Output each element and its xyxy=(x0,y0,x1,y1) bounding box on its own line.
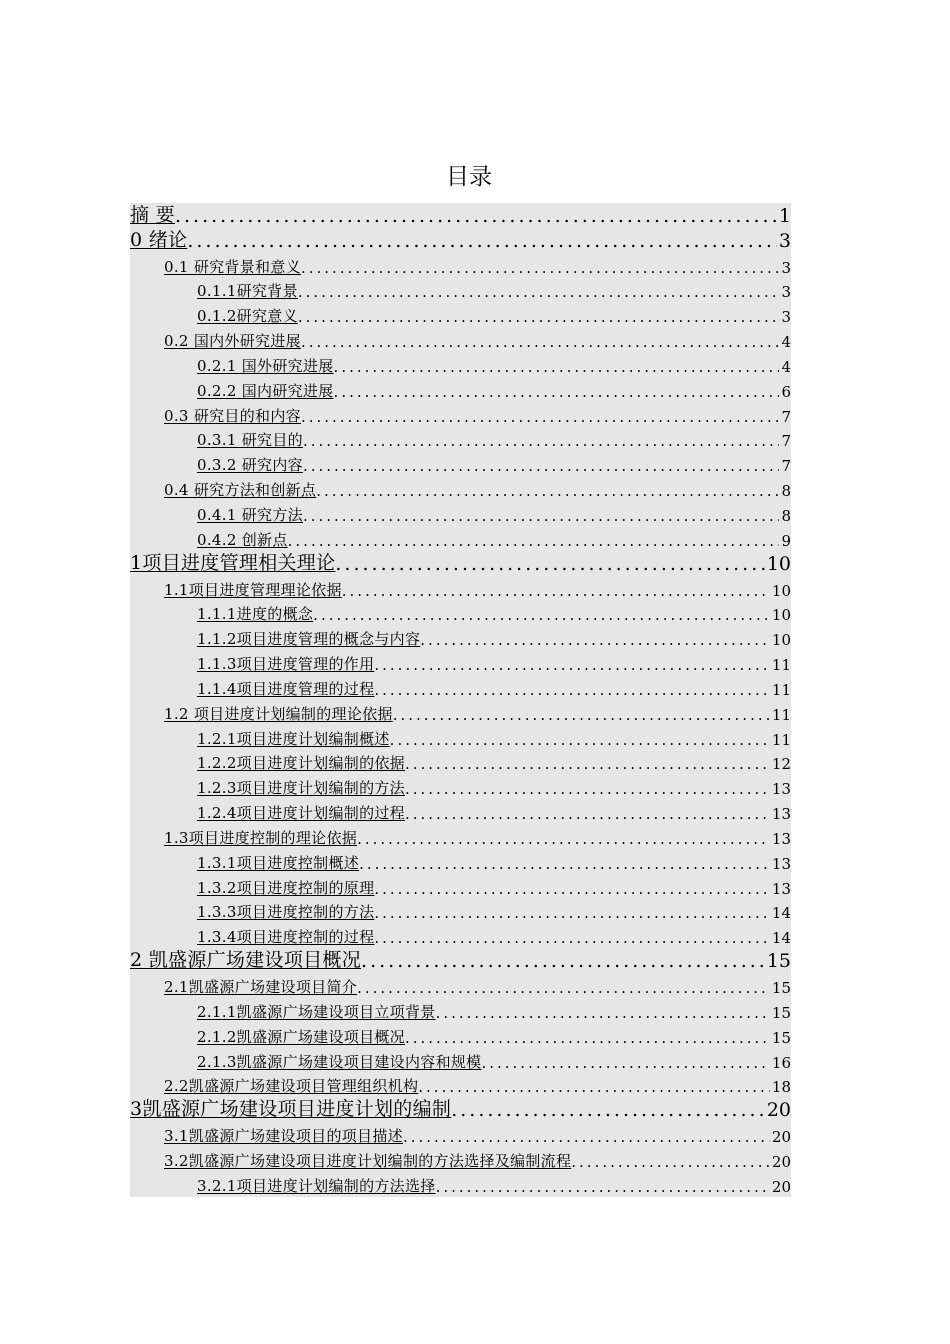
toc-page-number: 13 xyxy=(771,854,791,873)
toc-entry-label: 2.1凯盛源广场建设项目简介 xyxy=(164,978,358,996)
toc-entry-label: 1.3.3项目进度控制的方法 xyxy=(197,903,375,922)
toc-entry-label: 1.2.2项目进度计划编制的依据 xyxy=(197,754,405,773)
toc-entry-label: 1.1项目进度管理理论依据 xyxy=(164,580,342,599)
toc-entry-label: 0.2.1 国外研究进展 xyxy=(197,356,334,375)
toc-entry[interactable] xyxy=(130,725,791,750)
toc-page-number: 3 xyxy=(781,258,791,277)
toc-page-number: 15 xyxy=(771,1028,791,1047)
toc-dot-leader xyxy=(357,830,770,849)
toc-dot-leader xyxy=(374,904,770,923)
toc-entry-label: 0.4.2 创新点 xyxy=(197,530,288,549)
toc-entry[interactable] xyxy=(130,675,791,700)
toc-dot-leader xyxy=(405,755,770,774)
toc-page-number: 20 xyxy=(771,1128,791,1147)
toc-page-number: 15 xyxy=(771,979,791,997)
toc-page-number: 14 xyxy=(771,904,791,923)
toc-entry[interactable] xyxy=(130,501,791,526)
toc-dot-leader xyxy=(301,333,780,352)
toc-entry-label: 1.2.3项目进度计划编制的方法 xyxy=(197,779,405,798)
toc-page-number: 8 xyxy=(781,506,791,525)
toc-page-number: 11 xyxy=(771,680,791,699)
toc-dot-leader xyxy=(316,482,779,501)
toc-entry-label: 0 绪论 xyxy=(130,228,188,251)
page-title: 目录 xyxy=(446,164,492,190)
toc-page-number: 8 xyxy=(781,482,791,501)
toc-page-number: 7 xyxy=(781,457,791,476)
toc-entry[interactable] xyxy=(130,1048,791,1073)
toc-entry-label: 0.2 国内外研究进展 xyxy=(164,332,301,351)
toc-page-number: 4 xyxy=(781,357,791,376)
toc-dot-leader xyxy=(288,532,780,551)
toc-entry[interactable] xyxy=(130,650,791,675)
toc-dot-leader xyxy=(374,656,770,675)
toc-entry-label: 0.4.1 研究方法 xyxy=(197,505,303,524)
toc-entry[interactable] xyxy=(130,824,791,849)
toc-dot-leader xyxy=(301,408,780,427)
toc-entry-label: 2.1.2凯盛源广场建设项目概况 xyxy=(197,1027,405,1046)
toc-entry[interactable] xyxy=(130,576,791,601)
toc-entry-label: 3凯盛源广场建设项目进度计划的编制 xyxy=(130,1098,452,1121)
toc-entry[interactable] xyxy=(130,1023,791,1048)
toc-entry-label: 3.1凯盛源广场建设项目的项目描述 xyxy=(164,1127,403,1146)
toc-entry[interactable] xyxy=(130,973,791,998)
toc-entry[interactable] xyxy=(130,253,791,278)
toc-dot-leader xyxy=(342,582,770,601)
toc-dot-leader xyxy=(301,259,780,278)
toc-page-number: 13 xyxy=(771,829,791,848)
toc-dot-leader xyxy=(298,308,780,327)
toc-page-number: 11 xyxy=(771,730,791,749)
toc-page-number: 4 xyxy=(781,333,791,352)
toc-entry[interactable] xyxy=(130,302,791,327)
toc-entry-label: 0.3.1 研究目的 xyxy=(197,431,303,450)
toc-page-number: 11 xyxy=(771,656,791,675)
toc-entry[interactable] xyxy=(130,625,791,650)
toc-entry[interactable] xyxy=(130,228,791,253)
toc-page-number: 10 xyxy=(771,631,791,650)
toc-entry[interactable] xyxy=(130,799,791,824)
toc-page-number: 18 xyxy=(771,1078,791,1097)
toc-entry[interactable] xyxy=(130,948,791,973)
toc-entry-label: 0.4 研究方法和创新点 xyxy=(164,481,317,500)
toc-page-number: 10 xyxy=(771,606,791,625)
toc-dot-leader xyxy=(303,457,780,476)
toc-page-number: 13 xyxy=(771,879,791,898)
toc-dot-leader xyxy=(298,283,780,302)
toc-dot-leader xyxy=(361,950,765,973)
toc-entry[interactable] xyxy=(130,1122,791,1147)
toc-entry[interactable] xyxy=(130,998,791,1023)
toc-dot-leader xyxy=(436,1178,770,1197)
toc-page-number: 20 xyxy=(766,1099,791,1122)
toc-dot-leader xyxy=(451,1099,765,1122)
toc-entry-label: 1项目进度管理相关理论 xyxy=(130,551,336,574)
toc-entry-label: 0.2.2 国内研究进展 xyxy=(197,381,334,400)
toc-entry[interactable] xyxy=(130,551,791,576)
toc-page-number: 3 xyxy=(778,229,791,252)
toc-page-number: 16 xyxy=(771,1053,791,1072)
toc-entry-label: 0.1.1研究背景 xyxy=(197,282,298,301)
toc-page-number: 15 xyxy=(766,950,791,973)
toc-entry-label: 摘 要 xyxy=(130,203,175,226)
toc-dot-leader xyxy=(374,929,770,948)
toc-entry[interactable] xyxy=(130,874,791,899)
toc-entry-label: 1.3.1项目进度控制概述 xyxy=(197,853,360,872)
toc-entry[interactable] xyxy=(130,377,791,402)
toc-entry-label: 0.3.2 研究内容 xyxy=(197,456,303,475)
toc-dot-leader xyxy=(359,855,770,874)
toc-dot-leader xyxy=(403,1128,770,1147)
toc-page-number: 7 xyxy=(781,407,791,426)
toc-entry[interactable] xyxy=(130,352,791,377)
toc-entry[interactable] xyxy=(130,203,791,228)
toc-entry[interactable] xyxy=(130,700,791,725)
toc-entry-label: 0.1.2研究意义 xyxy=(197,307,298,326)
toc-dot-leader xyxy=(571,1153,770,1172)
toc-entry[interactable] xyxy=(130,1172,791,1197)
toc-entry[interactable] xyxy=(130,750,791,775)
toc-entry[interactable] xyxy=(130,774,791,799)
toc-entry-label: 0.3 研究目的和内容 xyxy=(164,406,301,425)
toc-entry-label: 1.3.2项目进度控制的原理 xyxy=(197,878,375,897)
toc-entry[interactable] xyxy=(130,1147,791,1172)
toc-page-number: 10 xyxy=(766,552,791,575)
toc-entry[interactable] xyxy=(130,899,791,924)
toc-page-number: 7 xyxy=(781,432,791,451)
toc-page-number: 14 xyxy=(771,929,791,948)
toc-dot-leader xyxy=(481,1054,769,1073)
toc-page-number: 20 xyxy=(771,1152,791,1171)
toc-entry[interactable] xyxy=(130,476,791,501)
toc-page-number: 3 xyxy=(781,308,791,327)
toc-dot-leader xyxy=(175,205,777,228)
toc-page-number: 1 xyxy=(778,204,791,227)
toc-entry-label: 1.1.4项目进度管理的过程 xyxy=(197,679,375,698)
toc-entry-label: 1.2.4项目进度计划编制的过程 xyxy=(197,804,405,823)
toc-dot-leader xyxy=(334,383,780,402)
toc-page-number: 3 xyxy=(781,283,791,302)
toc-dot-leader xyxy=(405,1029,770,1048)
toc-dot-leader xyxy=(393,706,770,725)
toc-entry[interactable] xyxy=(130,402,791,427)
toc-entry-label: 3.2凯盛源广场建设项目进度计划编制的方法选择及编制流程 xyxy=(164,1151,572,1170)
toc-dot-leader xyxy=(187,230,777,253)
toc-entry[interactable] xyxy=(130,1097,791,1122)
toc-entry-label: 1.2.1项目进度计划编制概述 xyxy=(197,729,390,748)
toc-page-number: 13 xyxy=(771,780,791,799)
toc-entry[interactable] xyxy=(130,451,791,476)
toc-dot-leader xyxy=(334,358,780,377)
toc-entry-label: 1.2 项目进度计划编制的理论依据 xyxy=(164,704,393,723)
toc-entry-label: 1.3.4项目进度控制的过程 xyxy=(197,928,375,947)
toc-entry-label: 1.1.3项目进度管理的作用 xyxy=(197,655,375,674)
toc-dot-leader xyxy=(374,880,770,899)
table-of-contents xyxy=(130,203,791,1197)
toc-page-number: 20 xyxy=(771,1177,791,1196)
toc-dot-leader xyxy=(374,681,770,700)
toc-page-number: 13 xyxy=(771,805,791,824)
toc-dot-leader xyxy=(418,1078,770,1097)
toc-entry[interactable] xyxy=(130,327,791,352)
toc-entry[interactable] xyxy=(130,278,791,303)
toc-page-number: 6 xyxy=(781,382,791,401)
toc-entry-label: 2.1.1凯盛源广场建设项目立项背景 xyxy=(197,1002,436,1021)
toc-page-number: 11 xyxy=(771,705,791,724)
toc-dot-leader xyxy=(335,553,764,576)
toc-dot-leader xyxy=(405,780,770,799)
toc-dot-leader xyxy=(436,1004,770,1023)
toc-entry-label: 2.1.3凯盛源广场建设项目建设内容和规模 xyxy=(197,1052,482,1071)
toc-entry-label: 1.3项目进度控制的理论依据 xyxy=(164,828,358,847)
toc-dot-leader xyxy=(405,805,770,824)
toc-entry-label: 0.1 研究背景和意义 xyxy=(164,257,301,276)
toc-dot-leader xyxy=(303,507,780,526)
toc-entry[interactable] xyxy=(130,849,791,874)
toc-dot-leader xyxy=(390,731,770,750)
toc-page-number: 10 xyxy=(771,581,791,600)
toc-page-number: 9 xyxy=(781,531,791,550)
toc-dot-leader xyxy=(303,432,780,451)
toc-dot-leader xyxy=(313,606,770,625)
toc-page-number: 12 xyxy=(771,755,791,774)
toc-entry-label: 1.1.1进度的概念 xyxy=(197,605,314,624)
toc-page-number: 15 xyxy=(771,1003,791,1022)
toc-entry[interactable] xyxy=(130,427,791,452)
toc-entry[interactable] xyxy=(130,601,791,626)
toc-entry-label: 1.1.2项目进度管理的概念与内容 xyxy=(197,630,421,649)
toc-entry-label: 2.2凯盛源广场建设项目管理组织机构 xyxy=(164,1077,419,1096)
toc-dot-leader xyxy=(357,979,770,998)
toc-dot-leader xyxy=(420,631,770,650)
toc-entry-label: 2 凯盛源广场建设项目概况 xyxy=(130,949,362,972)
toc-entry-label: 3.2.1项目进度计划编制的方法选择 xyxy=(197,1176,436,1195)
